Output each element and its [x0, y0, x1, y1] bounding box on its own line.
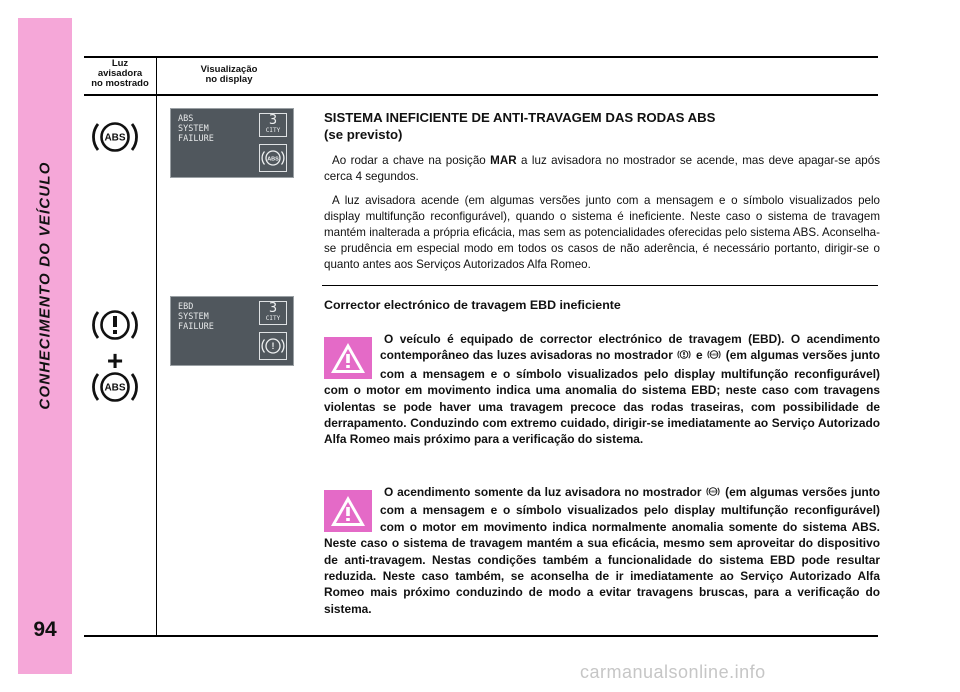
abs-display-mode: CITY — [265, 127, 281, 134]
abs-warning-lamp-icon-secondary — [90, 364, 140, 410]
abs-section-title — [324, 109, 884, 143]
abs-display-line1: ABS — [178, 114, 194, 124]
abs-display-symbol-text: ABS — [267, 156, 279, 163]
abs-display-gear-number: 3 — [268, 113, 278, 128]
watermark: carmanualsonline.info — [580, 662, 766, 682]
svg-text:ABS: ABS — [710, 353, 718, 358]
section-title — [18, 120, 72, 450]
abs-display-text — [178, 114, 214, 144]
svg-text:ABS: ABS — [104, 382, 126, 394]
header-rule — [84, 94, 878, 96]
ebd-display-symbol-icon — [259, 332, 287, 360]
ebd-display-line2: SYSTEM — [178, 312, 209, 322]
abs-display-line2: SYSTEM — [178, 124, 209, 134]
ebd-display-symbol-text: ! — [271, 341, 275, 351]
ebd-display-panel — [170, 296, 294, 366]
col-header-display-line1: Visualização — [200, 64, 258, 75]
col-header-display — [185, 65, 273, 85]
abs-para1-key: MAR — [490, 154, 517, 167]
column-divider — [156, 56, 157, 636]
abs-title-line2: (se previsto) — [324, 127, 403, 142]
ebd-section-subtitle: Corrector electrónico de travagem EBD ineficiente — [324, 298, 621, 312]
abs-paragraph-2: A luz avisadora acende (em algumas versões junto com a mensagem e o símbolo visualizados pelo display multifunção reconfigurável), quando o sistema é ineficiente. Neste caso o sistema de travagem mantém inalterada a própria eficácia, mas sem as potencialidades oferecidas pelo sistema ABS. Aconselha-se prudência em especial modo em todos os casos de não aderência, é necessário portanto, dirigir-se o quanto antes aos Serviços Autorizados Alfa Romeo. — [324, 194, 880, 271]
ebd-warning-1 — [324, 331, 880, 448]
ebd-display-line1: EBD — [178, 302, 194, 312]
abs-display-symbol-icon — [259, 144, 287, 172]
col-header-lamp-line3: no mostrado — [91, 78, 149, 89]
brake-lamp-inline-icon — [676, 348, 692, 365]
ebd-warning-1-and: e — [692, 348, 707, 363]
abs-display-panel — [170, 108, 294, 178]
abs-lamp-inline-icon — [705, 485, 721, 502]
ebd-display-line3: FAILURE — [178, 322, 214, 332]
abs-lamp-inline-icon — [706, 348, 722, 365]
warning-triangle-icon — [324, 490, 372, 532]
col-header-display-line2: no display — [205, 74, 253, 85]
ebd-warning-2 — [324, 484, 880, 617]
ebd-display-mode: CITY — [265, 315, 281, 322]
ebd-warning-1-post: (em algumas versões junto com a mensagem e o símbolo visualizados pelo display multifunção reconfigurável) com o motor em movimento indica uma anomalia do sistema EBD; neste caso com travagens violentas se pode haver uma travagem precoce das rodas traseiras, com possibilidade de derrapamento. Conduzindo com extremo cuidado, dirigir-se imediatamente ao Serviço Autorizado Alfa Romeo mais próximo para a verificação do sistema. — [324, 348, 880, 447]
abs-display-line3: FAILURE — [178, 134, 214, 144]
abs-title-line1: SISTEMA INEFICIENTE DE ANTI-TRAVAGEM DAS RODAS ABS — [324, 110, 716, 125]
svg-text:ABS: ABS — [710, 489, 717, 494]
row-divider — [322, 285, 878, 286]
abs-para1-pre: Ao rodar a chave na posição — [332, 154, 491, 167]
plus-sign: + — [106, 345, 124, 376]
ebd-display-gear — [259, 301, 287, 325]
svg-text:ABS: ABS — [104, 132, 126, 144]
abs-para1-post: a luz avisadora no mostrador se acende, mas deve apagar-se após cerca 4 segundos. — [324, 154, 880, 183]
ebd-warning-2-post: (em algumas versões junto com a mensagem e o símbolo visualizados pelo display multifunção reconfigurável) com o motor em movimento indica normalmente anomalia somente do sistema ABS. Neste caso o sistema de travagem mantém a sua eficácia, mesmo sem aproveitar do dispositivo de anti-travagem. Nestas condições também a funcionalidade do sistema EBD pode resultar reduzida. Neste caso também, se aconselha de ir imediatamente ao Serviço Autorizado Alfa Romeo mais próximo conduzindo de modo a evitar travagens bruscas, para a verificação do sistema. — [324, 485, 880, 616]
col-header-lamp-line2: avisadora — [97, 68, 143, 79]
warning-triangle-icon — [324, 337, 372, 379]
ebd-display-gear-number: 3 — [268, 301, 278, 316]
bottom-rule — [84, 635, 878, 637]
abs-display-gear — [259, 113, 287, 137]
section-title-text: CONHECIMENTO DO VEÍCULO — [36, 160, 54, 410]
col-header-lamp-line1: Luz — [111, 58, 129, 69]
abs-paragraph-1 — [324, 153, 880, 185]
ebd-warning-1-pre: O veículo é equipado de corrector electrónico de travagem (EBD). O acendimento contemporâneo das luzes avisadoras no mostrador — [380, 332, 880, 363]
abs-warning-lamp-icon — [90, 114, 140, 160]
page-number: 94 — [33, 618, 57, 641]
top-rule — [84, 56, 878, 58]
ebd-display-text — [178, 302, 214, 332]
ebd-warning-2-pre: O acendimento somente da luz avisadora no mostrador — [384, 485, 706, 499]
brake-warning-lamp-icon — [90, 302, 140, 348]
col-header-lamp — [84, 59, 156, 89]
